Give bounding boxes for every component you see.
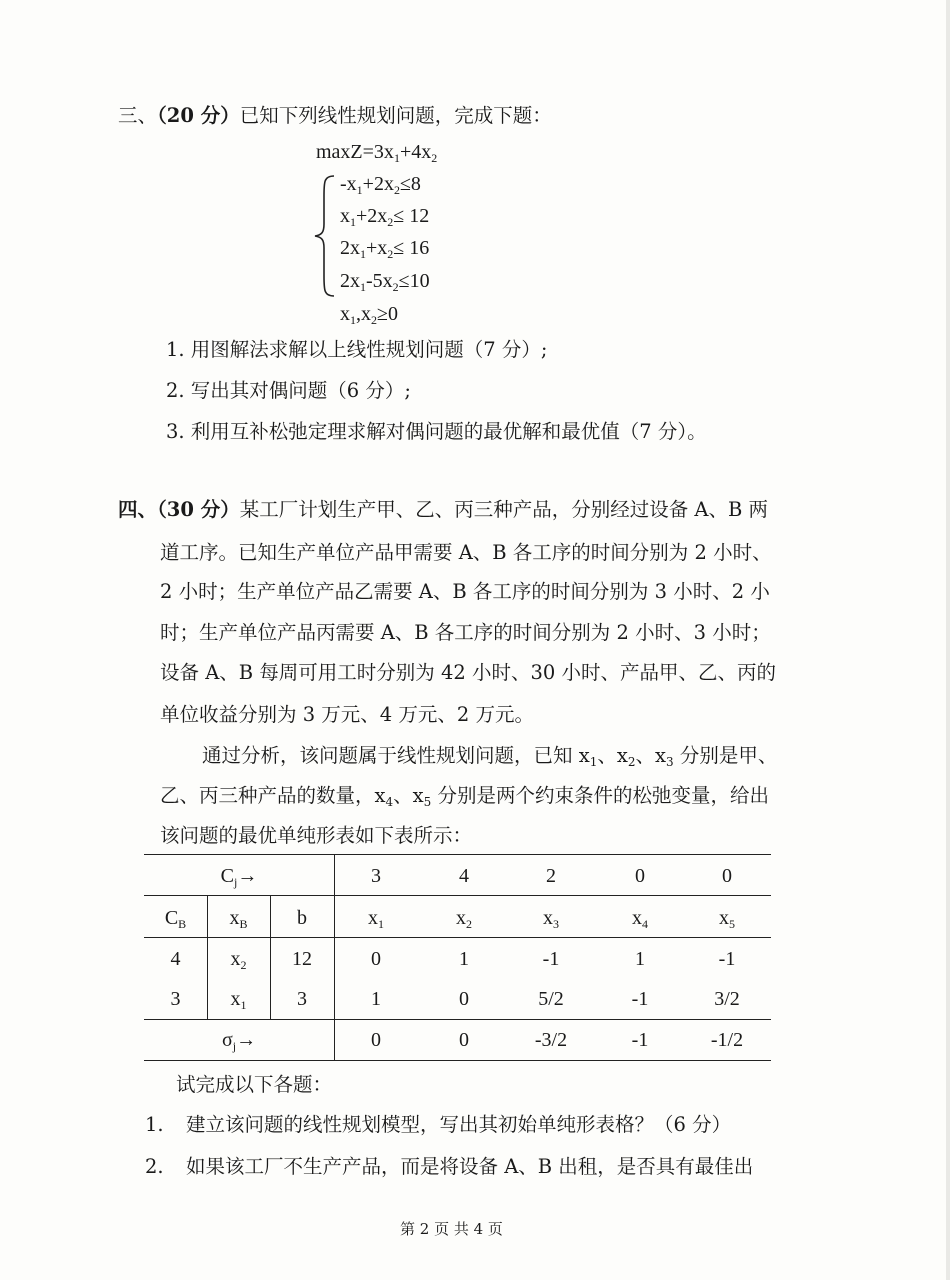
- q3-item-1: 1. 用图解法求解以上线性规划问题（7 分）;: [166, 338, 548, 361]
- var-header-4: $x_4$: [632, 907, 648, 931]
- var-header-1: $x_1$: [368, 907, 384, 931]
- q4-analysis-line-2: 乙、丙三种产品的数量，$x_4$、$x_5$ 分别是两个约束条件的松弛变量，给出: [160, 784, 769, 809]
- q4-item-2-text: 如果该工厂不生产产品，而是将设备 A、B 出租，是否具有最佳出: [186, 1155, 754, 1178]
- cj-value-3: 2: [546, 865, 556, 887]
- sigma-value-4: -1: [631, 1029, 649, 1051]
- q3-stem: 已知下列线性规划问题，完成下题：: [239, 104, 552, 127]
- table-rule-header: [144, 895, 771, 896]
- q4-item-1-number: 1.: [145, 1113, 164, 1136]
- q4-points: （30 分）: [157, 498, 240, 521]
- row1-cb: 4: [170, 948, 181, 970]
- q4-line-2: 道工序。已知生产单位产品甲需要 A、B 各工序的时间分别为 2 小时、: [160, 541, 772, 564]
- b-header: b: [297, 907, 307, 929]
- row1-val-1: 0: [371, 948, 381, 970]
- var-header-5: $x_5$: [719, 907, 735, 931]
- row2-val-4: -1: [631, 988, 649, 1010]
- row2-val-3: 5/2: [538, 988, 564, 1010]
- table-rule-sigma: [144, 1019, 771, 1020]
- q3-points: （20 分）: [157, 104, 240, 127]
- constraint-3: $2x_1+x_2\le 16$: [340, 237, 430, 261]
- cj-value-4: 0: [635, 865, 645, 887]
- row1-val-2: 1: [459, 948, 469, 970]
- table-divider-main: [334, 854, 335, 1060]
- table-rule-bottom: [144, 1060, 771, 1061]
- q4-line-1: 四、（30 分）某工厂计划生产甲、乙、丙三种产品，分别经过设备 A、B 两: [118, 498, 769, 521]
- cj-value-5: 0: [722, 865, 732, 887]
- var-header-3: $x_3$: [543, 907, 559, 931]
- table-rule-body: [144, 937, 771, 938]
- page-footer: 第 2 页 共 4 页: [400, 1220, 503, 1238]
- sigma-value-1: 0: [371, 1029, 381, 1051]
- xb-header: $x_B$: [229, 907, 248, 931]
- row1-val-5: -1: [718, 948, 736, 970]
- constraint-brace: [312, 174, 338, 298]
- constraint-4: $2x_1-5x_2\le 10$: [340, 270, 430, 294]
- row1-b: 12: [292, 948, 312, 970]
- cb-header: $C_B$: [164, 907, 187, 931]
- q4-number: 四、: [118, 498, 158, 521]
- cj-value-1: 3: [371, 865, 381, 887]
- row2-val-5: 3/2: [714, 988, 740, 1010]
- table-rule-top: [144, 854, 771, 855]
- q4-prompt: 试完成以下各题：: [176, 1073, 333, 1096]
- q4-line-4: 时；生产单位产品丙需要 A、B 各工序的时间分别为 2 小时、3 小时；: [160, 621, 771, 644]
- row2-val-1: 1: [371, 988, 381, 1010]
- constraint-1: $-x_1+2x_2\le 8$: [340, 173, 421, 197]
- nonnegativity-constraint: $x_1,x_2\ge 0$: [340, 303, 398, 327]
- sigma-value-5: -1/2: [710, 1029, 744, 1051]
- var-header-2: $x_2$: [456, 907, 472, 931]
- sigma-value-2: 0: [459, 1029, 469, 1051]
- q4-line-6: 单位收益分别为 3 万元、4 万元、2 万元。: [160, 703, 535, 726]
- row2-cb: 3: [170, 988, 181, 1010]
- row2-val-2: 0: [459, 988, 469, 1010]
- q3-number: 三、: [118, 104, 158, 127]
- q4-line-5: 设备 A、B 每周可用工时分别为 42 小时、30 小时、产品甲、乙、丙的: [160, 661, 777, 684]
- q4-analysis-line-3: 该问题的最优单纯形表如下表所示：: [160, 824, 473, 847]
- row1-val-3: -1: [542, 948, 560, 970]
- q4-item-2-number: 2.: [145, 1155, 164, 1178]
- q3-heading: [118, 106, 552, 126]
- q4-line-3: 2 小时；生产单位产品乙需要 A、B 各工序的时间分别为 3 小时、2 小: [160, 580, 770, 603]
- q4-item-1-text: 建立该问题的线性规划模型，写出其初始单纯形表格？（6 分）: [186, 1113, 732, 1136]
- constraint-2: $x_1+2x_2\le 12$: [340, 205, 430, 229]
- scan-edge: [946, 0, 950, 1280]
- row2-xb: $x_1$: [230, 988, 247, 1012]
- q3-item-3: 3. 利用互补松弛定理求解对偶问题的最优解和最优值（7 分）。: [166, 420, 707, 443]
- row1-xb: $x_2$: [230, 948, 247, 972]
- row1-val-4: 1: [635, 948, 645, 970]
- cj-label: $C_j\to$: [220, 865, 258, 889]
- q3-item-2: 2. 写出其对偶问题（6 分）;: [166, 379, 411, 402]
- sigma-value-3: -3/2: [534, 1029, 568, 1051]
- row2-b: 3: [297, 988, 307, 1010]
- q4-analysis-line-1: 通过分析，该问题属于线性规划问题，已知 $x_1$、$x_2$、$x_3$ 分别是甲、: [202, 744, 778, 769]
- q3-objective: $\max Z=3x_1+4x_2$: [316, 141, 438, 165]
- cj-value-2: 4: [459, 865, 469, 887]
- sigma-label: $\sigma_j\to$: [221, 1029, 257, 1053]
